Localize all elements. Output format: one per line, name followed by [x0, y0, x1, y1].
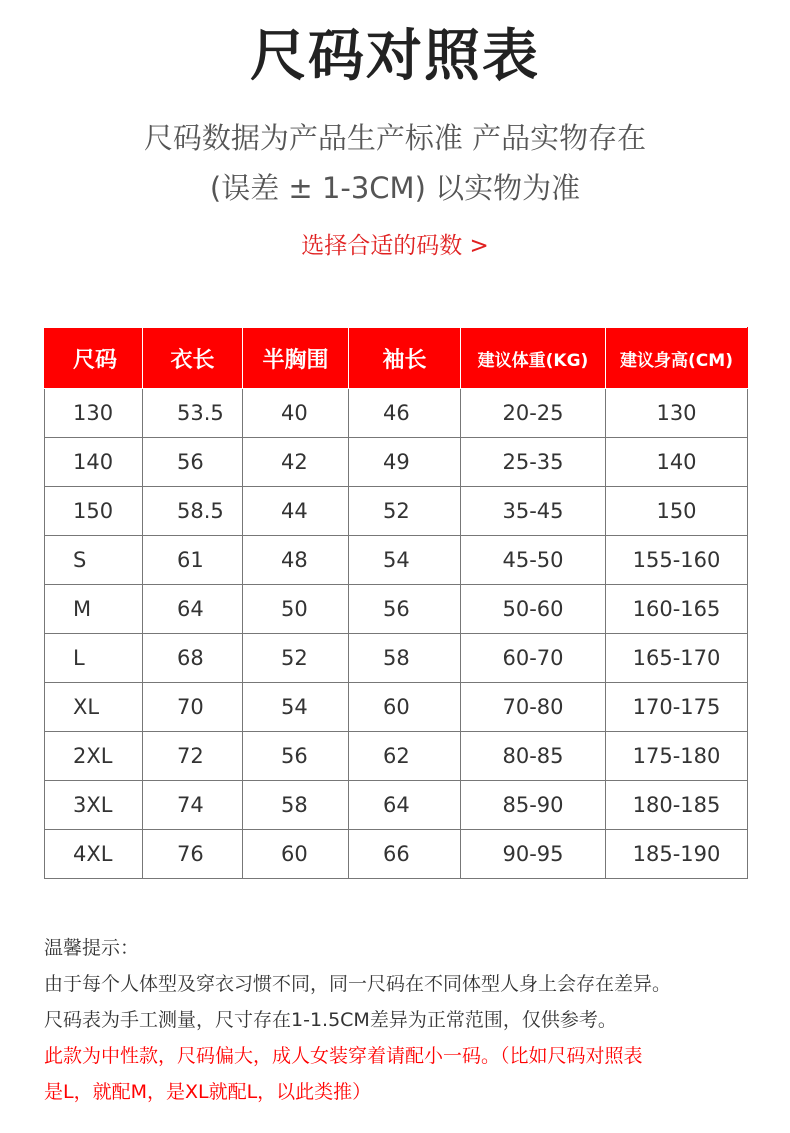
- table-cell: 72: [143, 732, 243, 781]
- table-cell: 53.5: [143, 389, 243, 438]
- table-cell: 64: [143, 585, 243, 634]
- tips-red-line-2: 是L，就配M，是XL就配L，以此类推）: [44, 1081, 372, 1103]
- subtitle-line-2: (误差 ± 1-3CM) 以实物为准: [209, 171, 581, 205]
- table-cell: 76: [143, 830, 243, 879]
- header-size: 尺码: [45, 328, 143, 389]
- table-row: [45, 781, 748, 830]
- page-title: 尺码对照表: [250, 24, 540, 89]
- table-cell: 50-60: [461, 585, 606, 634]
- table-cell: 52: [349, 487, 461, 536]
- table-cell: 56: [349, 585, 461, 634]
- table-cell: 3XL: [45, 781, 143, 830]
- tips-line-2: 尺码表为手工测量，尺寸存在1-1.5CM差异为正常范围，仅供参考。: [44, 1009, 617, 1031]
- tips-red-line-1: 此款为中性款，尺码偏大，成人女装穿着请配小一码。（比如尺码对照表: [44, 1045, 643, 1067]
- table-row: [45, 585, 748, 634]
- table-cell: 140: [606, 438, 748, 487]
- table-row: [45, 634, 748, 683]
- table-cell: 20-25: [461, 389, 606, 438]
- header-height: 建议身高(CM): [606, 328, 748, 389]
- subtitle-line-1: 尺码数据为产品生产标准 产品实物存在: [143, 121, 647, 155]
- table-cell: 74: [143, 781, 243, 830]
- table-row: [45, 536, 748, 585]
- table-row: [45, 487, 748, 536]
- table-row: [45, 438, 748, 487]
- table-cell: 50: [243, 585, 349, 634]
- table-row: [45, 830, 748, 879]
- table-cell: 90-95: [461, 830, 606, 879]
- table-body: [45, 389, 748, 879]
- table-cell: 56: [243, 732, 349, 781]
- table-cell: 49: [349, 438, 461, 487]
- table-cell: 44: [243, 487, 349, 536]
- table-cell: 180-185: [606, 781, 748, 830]
- table-cell: L: [45, 634, 143, 683]
- table-row: [45, 732, 748, 781]
- table-cell: 155-160: [606, 536, 748, 585]
- table-cell: 68: [143, 634, 243, 683]
- table-cell: 45-50: [461, 536, 606, 585]
- table-cell: 70: [143, 683, 243, 732]
- table-cell: 140: [45, 438, 143, 487]
- table-cell: 60: [349, 683, 461, 732]
- table-cell: M: [45, 585, 143, 634]
- table-cell: 160-165: [606, 585, 748, 634]
- table-cell: 35-45: [461, 487, 606, 536]
- table-cell: 58.5: [143, 487, 243, 536]
- tips-heading: 温馨提示：: [44, 937, 140, 959]
- header-length: 衣长: [143, 328, 243, 389]
- table-cell: XL: [45, 683, 143, 732]
- table-cell: 64: [349, 781, 461, 830]
- tips-line-1: 由于每个人体型及穿衣习惯不同，同一尺码在不同体型人身上会存在差异。: [44, 973, 672, 995]
- table-cell: 61: [143, 536, 243, 585]
- table-cell: 130: [606, 389, 748, 438]
- table-cell: 185-190: [606, 830, 748, 879]
- table-cell: 165-170: [606, 634, 748, 683]
- table-cell: 170-175: [606, 683, 748, 732]
- table-cell: 54: [243, 683, 349, 732]
- table-cell: 58: [243, 781, 349, 830]
- table-cell: 85-90: [461, 781, 606, 830]
- header-weight: 建议体重(KG): [461, 328, 606, 389]
- table-header-row: [45, 328, 748, 389]
- table-cell: S: [45, 536, 143, 585]
- table-cell: 2XL: [45, 732, 143, 781]
- table-cell: 58: [349, 634, 461, 683]
- select-size-link[interactable]: 选择合适的码数 >: [301, 233, 489, 259]
- table-cell: 48: [243, 536, 349, 585]
- table-cell: 40: [243, 389, 349, 438]
- table-cell: 130: [45, 389, 143, 438]
- table-cell: 62: [349, 732, 461, 781]
- table-cell: 52: [243, 634, 349, 683]
- table-cell: 66: [349, 830, 461, 879]
- size-table: [44, 327, 748, 879]
- table-cell: 25-35: [461, 438, 606, 487]
- tips-section: [44, 930, 784, 1110]
- table-cell: 60: [243, 830, 349, 879]
- header-sleeve: 袖长: [349, 328, 461, 389]
- table-cell: 80-85: [461, 732, 606, 781]
- table-row: [45, 389, 748, 438]
- table-cell: 42: [243, 438, 349, 487]
- header-half-chest: 半胸围: [243, 328, 349, 389]
- table-cell: 54: [349, 536, 461, 585]
- table-cell: 46: [349, 389, 461, 438]
- table-cell: 175-180: [606, 732, 748, 781]
- table-cell: 70-80: [461, 683, 606, 732]
- table-cell: 60-70: [461, 634, 606, 683]
- table-cell: 4XL: [45, 830, 143, 879]
- table-cell: 56: [143, 438, 243, 487]
- table-cell: 150: [45, 487, 143, 536]
- table-cell: 150: [606, 487, 748, 536]
- table-row: [45, 683, 748, 732]
